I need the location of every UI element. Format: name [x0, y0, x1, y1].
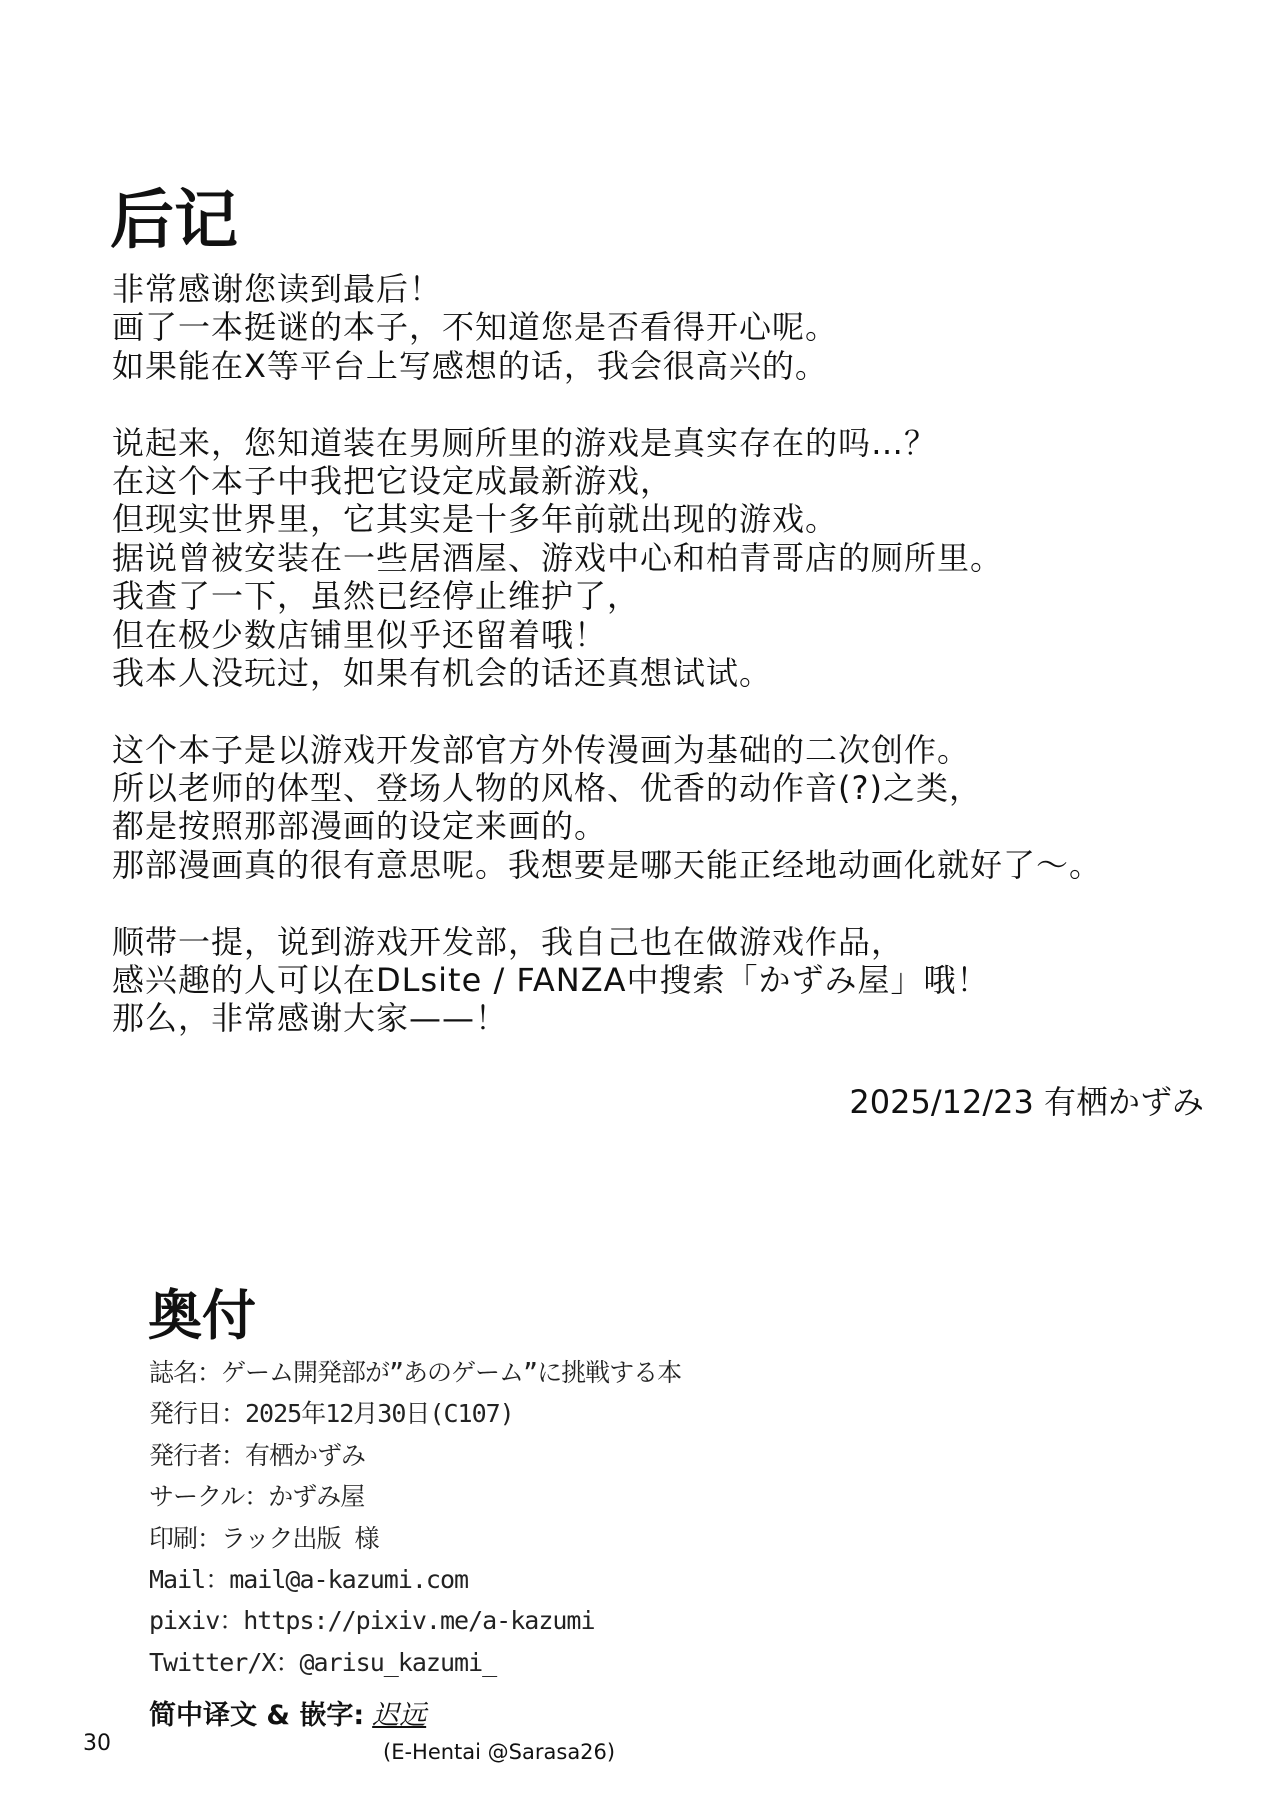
afterword-signature: 2025/12/23 有栖かずみ: [849, 1083, 1204, 1121]
translation-label: 简中译文 & 嵌字:: [149, 1700, 365, 1731]
colophon-line: 誌名：ゲーム開発部が”あのゲーム”に挑戦する本: [149, 1358, 682, 1387]
afterword-line: 但现实世界里，它其实是十多年前就出现的游戏。: [112, 500, 839, 539]
translator-credit: (E-Hentai @Sarasa26): [383, 1740, 616, 1764]
afterword-line: 感兴趣的人可以在DLsite / FANZA中搜索「かずみ屋」哦！: [112, 961, 990, 1000]
colophon-list: [149, 1352, 681, 1683]
afterword-line: 在这个本子中我把它设定成最新游戏，: [112, 461, 674, 500]
colophon-line: pixiv：https://pixiv.me/a-kazumi: [149, 1606, 595, 1636]
afterword-line: 但在极少数店铺里似乎还留着哦！: [112, 615, 608, 654]
afterword-line: 那么，非常感谢大家——！: [112, 999, 509, 1038]
afterword-line: 这个本子是以游戏开发部官方外传漫画为基础的二次创作。: [112, 730, 971, 769]
blank-line: [112, 385, 1102, 423]
afterword-body: [112, 270, 1102, 1038]
blank-line: [112, 884, 1102, 922]
colophon-line: サークル：かずみ屋: [149, 1482, 365, 1512]
colophon-title: 奥付: [148, 1284, 256, 1347]
afterword-line: 据说曾被安装在一些居酒屋、游戏中心和柏青哥店的厕所里。: [112, 538, 1004, 577]
afterword-line: 所以老师的体型、登场人物的风格、优香的动作音(?)之类，: [112, 769, 982, 808]
page-number: 30: [83, 1731, 111, 1756]
afterword-line: 画了一本挺谜的本子，不知道您是否看得开心呢。: [112, 308, 839, 347]
afterword-line: 那部漫画真的很有意思呢。我想要是哪天能正经地动画化就好了～。: [112, 845, 1103, 884]
afterword-line: 如果能在X等平台上写感想的话，我会很高兴的。: [112, 346, 828, 385]
colophon-line: Twitter/X：@arisu_kazumi_: [149, 1647, 497, 1677]
afterword-line: 都是按照那部漫画的设定来画的。: [112, 807, 608, 846]
translator-signature: 迟远: [372, 1700, 427, 1731]
translation-credit-line: [149, 1698, 426, 1734]
colophon-line: Mail：mail@a-kazumi.com: [149, 1564, 469, 1594]
colophon-line: 印刷：ラック出版 様: [149, 1523, 379, 1553]
blank-line: [112, 692, 1102, 730]
afterword-title: 后记: [110, 184, 238, 258]
colophon-line: 発行日：2025年12月30日(C107): [149, 1399, 514, 1429]
colophon-line: 発行者：有栖かずみ: [149, 1440, 366, 1470]
afterword-line: 我本人没玩过，如果有机会的话还真想试试。: [112, 653, 773, 692]
afterword-line: 顺带一提，说到游戏开发部，我自己也在做游戏作品，: [112, 922, 905, 961]
afterword-line: 说起来，您知道装在男厕所里的游戏是真实存在的吗…？: [112, 423, 938, 462]
afterword-line: 我查了一下，虽然已经停止维护了，: [112, 577, 641, 616]
afterword-line: 非常感谢您读到最后！: [112, 270, 443, 308]
